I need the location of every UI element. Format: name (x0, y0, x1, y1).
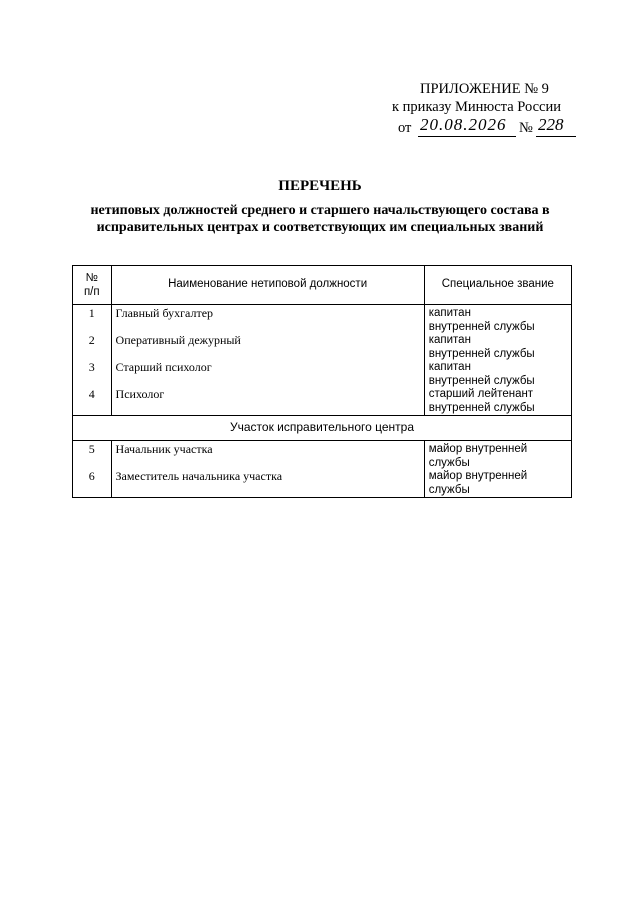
order-reference: к приказу Минюста России (392, 99, 561, 115)
table-row: 6 Заместитель начальника участка майор внутренней службы (73, 470, 572, 498)
table-row: 1 Главный бухгалтер капитан внутренней службы (73, 305, 572, 335)
table-row: 3 Старший психолог капитан внутренней службы (73, 361, 572, 388)
header-position: Наименование нетиповой должности (111, 266, 424, 305)
positions-table (72, 265, 572, 498)
document-subtitle: нетиповых должностей среднего и старшего начальствующего состава в исправительных центрах и соответствующих им специальных званий (90, 203, 550, 235)
number-label: № (519, 120, 533, 136)
appendix-header (380, 80, 590, 138)
handwritten-number: 228 (538, 115, 564, 134)
table-header-row (73, 266, 572, 305)
order-date-line (380, 116, 590, 138)
section-header-row (73, 416, 572, 441)
table-row: 5 Начальник участка майор внутренней службы (73, 441, 572, 471)
handwritten-date: 20.08.2026 (420, 115, 507, 134)
date-underline (418, 136, 516, 137)
table-row: 2 Оперативный дежурный капитан внутренней службы (73, 334, 572, 361)
header-number: № п/п (73, 266, 112, 305)
appendix-title: ПРИЛОЖЕНИЕ № 9 (420, 81, 549, 97)
number-underline (536, 136, 576, 137)
header-rank: Специальное звание (424, 266, 571, 305)
date-prefix: от (398, 120, 412, 136)
section-title: Участок исправительного центра (73, 416, 572, 441)
document-title: ПЕРЕЧЕНЬ (278, 178, 362, 194)
table-row: 4 Психолог старший лейтенант внутренней службы (73, 388, 572, 416)
